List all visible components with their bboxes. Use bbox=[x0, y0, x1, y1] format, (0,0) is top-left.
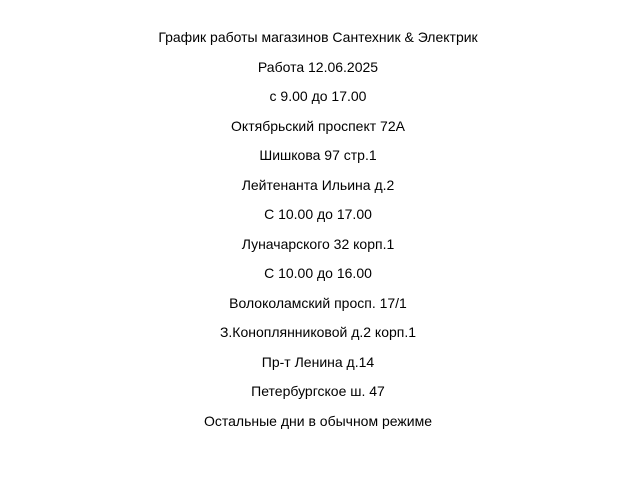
schedule-hours-2: С 10.00 до 17.00 bbox=[264, 206, 372, 222]
store-address: Лейтенанта Ильина д.2 bbox=[241, 177, 395, 193]
store-address: Шишкова 97 стр.1 bbox=[259, 147, 377, 163]
footer-note: Остальные дни в обычном режиме bbox=[203, 413, 432, 429]
schedule-hours-3: С 10.00 до 16.00 bbox=[264, 265, 372, 281]
document-title: График работы магазинов Сантехник & Электрик bbox=[158, 29, 478, 45]
store-address: З.Коноплянниковой д.2 корп.1 bbox=[219, 324, 417, 340]
store-address: Волоколамский просп. 17/1 bbox=[229, 295, 407, 311]
store-address: Петербургское ш. 47 bbox=[251, 383, 385, 399]
schedule-hours-1: с 9.00 до 17.00 bbox=[269, 88, 367, 104]
store-address: Октябрьский проспект 72А bbox=[231, 118, 405, 134]
work-date: Работа 12.06.2025 bbox=[257, 59, 379, 75]
store-address: Пр-т Ленина д.14 bbox=[261, 354, 375, 370]
store-address: Луначарского 32 корп.1 bbox=[241, 236, 395, 252]
